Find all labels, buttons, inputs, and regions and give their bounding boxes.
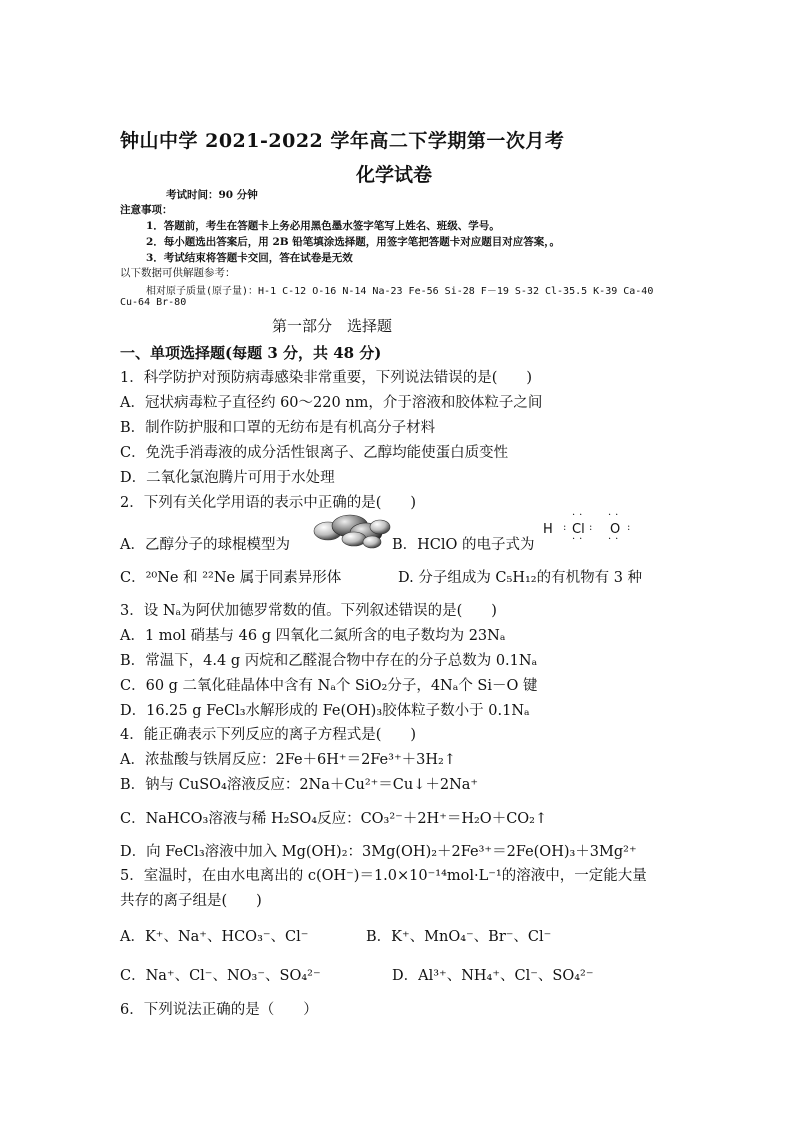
exam-subtitle: 化学试卷 bbox=[356, 164, 433, 186]
q1-stem: 1．科学防护对预防病毒感染非常重要，下列说法错误的是( ) bbox=[120, 370, 533, 386]
lewis-o: O bbox=[610, 522, 621, 537]
q5-option-d: D．Al³⁺、NH₄⁺、Cl⁻、SO₄²⁻ bbox=[392, 968, 594, 984]
q1-option-a: A．冠状病毒粒子直径约 60～220 nm，介于溶液和胶体粒子之间 bbox=[120, 395, 543, 411]
q3-option-d: D．16.25 g FeCl₃水解形成的 Fe(OH)₃胶体粒子数小于 0.1Nₐ bbox=[120, 703, 530, 719]
q2-option-d: D. 分子组成为 C₅H₁₂的有机物有 3 种 bbox=[398, 570, 643, 586]
q5-option-a: A．K⁺、Na⁺、HCO₃⁻、Cl⁻ bbox=[120, 929, 309, 945]
q4-option-a: A．浓盐酸与铁屑反应：2Fe＋6H⁺＝2Fe³⁺＋3H₂↑ bbox=[120, 752, 456, 768]
q2-option-a: A．乙醇分子的球棍模型为 bbox=[120, 537, 290, 553]
q5-stem-line-2: 共存的离子组是( ) bbox=[120, 893, 262, 909]
q5-option-c: C．Na⁺、Cl⁻、NO₃⁻、SO₄²⁻ bbox=[120, 968, 321, 984]
q4-option-d: D．向 FeCl₃溶液中加入 Mg(OH)₂：3Mg(OH)₂＋2Fe³⁺＝2Fe(OH)₃＋3Mg²⁺ bbox=[120, 844, 637, 860]
q3-stem: 3．设 Nₐ为阿伏加德罗常数的值。下列叙述错误的是( ) bbox=[120, 603, 497, 619]
atomic-mass-line-1: 相对原子质量(原子量)：H-1 C-12 O-16 N-14 Na-23 Fe-56 Si-28 F－19 S-32 Cl-35.5 K-39 Ca-40 bbox=[146, 286, 654, 297]
q3-option-b: B．常温下，4.4 g 丙烷和乙醛混合物中存在的分子总数为 0.1Nₐ bbox=[120, 653, 538, 669]
ball-and-stick-model-image bbox=[308, 512, 394, 550]
q1-option-b: B．制作防护服和口罩的无纺布是有机高分子材料 bbox=[120, 420, 436, 436]
q5-option-b: B．K⁺、MnO₄⁻、Br⁻、Cl⁻ bbox=[366, 929, 552, 945]
hclo-lewis-structure: H ·· : Cl : ·· ·· O : ·· bbox=[543, 510, 635, 545]
q3-option-a: A．1 mol 硝基与 46 g 四氧化二氮所含的电子数均为 23Nₐ bbox=[120, 628, 506, 644]
notice-item-1: 1．答题前，考生在答题卡上务必用黑色墨水签字笔写上姓名、班级、学号。 bbox=[146, 220, 500, 232]
data-intro: 以下数据可供解题参考： bbox=[120, 267, 236, 279]
atomic-mass-line-2: Cu-64 Br-80 bbox=[120, 297, 187, 308]
q2-stem: 2．下列有关化学用语的表示中正确的是( ) bbox=[120, 495, 417, 511]
part-title: 第一部分 选择题 bbox=[272, 317, 393, 335]
q1-option-d: D．二氧化氯泡腾片可用于水处理 bbox=[120, 470, 335, 486]
notice-item-2: 2．每小题选出答案后，用 2B 铅笔填涂选择题，用签字笔把答题卡对应题目对应答案，。 bbox=[146, 236, 561, 248]
notice-heading: 注意事项： bbox=[120, 204, 173, 216]
q4-option-c: C．NaHCO₃溶液与稀 H₂SO₄反应：CO₃²⁻＋2H⁺＝H₂O＋CO₂↑ bbox=[120, 811, 548, 827]
lewis-h: H bbox=[543, 522, 553, 537]
q5-stem-line-1: 5．室温时，在由水电离出的 c(OH⁻)＝1.0×10⁻¹⁴mol·L⁻¹的溶液中，一定能大量 bbox=[120, 868, 647, 884]
exam-title: 钟山中学 2021-2022 学年高二下学期第一次月考 bbox=[120, 130, 565, 152]
exam-time: 考试时间：90 分钟 bbox=[166, 189, 258, 201]
q4-stem: 4．能正确表示下列反应的离子方程式是( ) bbox=[120, 727, 417, 743]
q3-option-c: C．60 g 二氧化硅晶体中含有 Nₐ个 SiO₂分子，4Nₐ个 Si－O 键 bbox=[120, 678, 538, 694]
q4-option-b: B．钠与 CuSO₄溶液反应：2Na＋Cu²⁺＝Cu↓＋2Na⁺ bbox=[120, 777, 479, 793]
q1-option-c: C．免洗手消毒液的成分活性银离子、乙醇均能使蛋白质变性 bbox=[120, 445, 509, 461]
section-title: 一、单项选择题(每题 3 分，共 48 分) bbox=[120, 344, 382, 362]
notice-item-3: 3．考试结束将答题卡交回，答在试卷是无效 bbox=[146, 252, 353, 264]
q6-stem: 6．下列说法正确的是（ ） bbox=[120, 1002, 318, 1018]
lewis-cl: Cl bbox=[572, 522, 585, 537]
q2-option-b: B．HClO 的电子式为 bbox=[392, 537, 535, 553]
q2-option-c: C．²⁰Ne 和 ²²Ne 属于同素异形体 bbox=[120, 570, 342, 586]
